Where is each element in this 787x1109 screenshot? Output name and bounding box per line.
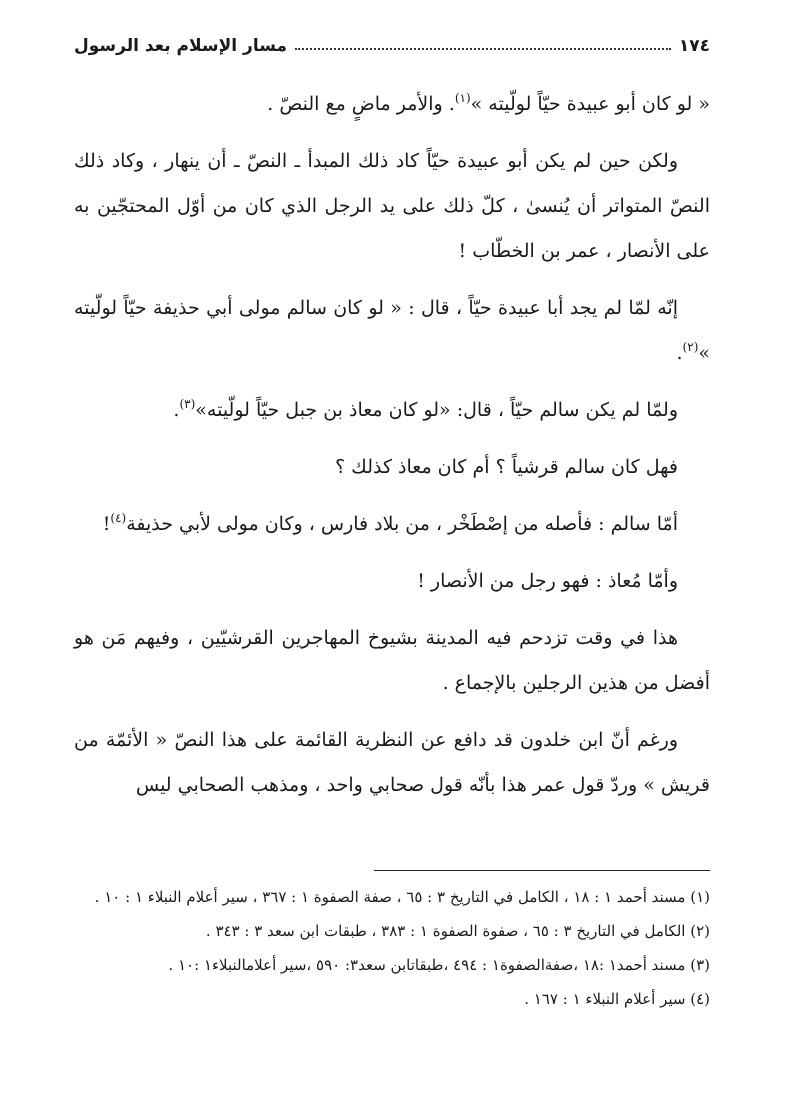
page-header	[74, 26, 710, 56]
paragraph-5: فهل كان سالم قرشياً ؟ أم كان معاذ كذلك ؟	[335, 456, 678, 478]
footnote-3: (٣) مسند أحمد١ :١٨ ،صفةالصفوة١ : ٤٩٤ ،طبقاتابن سعد٣: ٥٩٠ ،سير أعلامالنبلاء١ :١٠ .	[168, 956, 710, 974]
main-text	[74, 82, 710, 820]
paragraph-7: وأمّا مُعاذ : فهو رجل من الأنصار !	[417, 570, 678, 592]
paragraph-8: هذا في وقت تزدحم فيه المدينة بشيوخ المهاجرين القرشيّين ، وفيهم مَن هو أفضل من هذين الرجلين بالإجماع .	[74, 627, 710, 694]
footnotes	[74, 880, 710, 1016]
paragraph-6: أمّا سالم : فأصله من إصْطَخْر ، من بلاد فارس ، وكان مولى لأبي حذيفة$^{(٤)}$!	[102, 511, 678, 535]
footnote-2: (٢) الكامل في التاريخ ٣ : ٦٥ ، صفوة الصفوة ١ : ٣٨٣ ، طبقات ابن سعد ٣ : ٣٤٣ .	[205, 922, 710, 940]
paragraph-2: ولكن حين لم يكن أبو عبيدة حيّاً كاد ذلك المبدأ ـ النصّ ـ أن ينهار ، وكاد ذلك النصّ المتواتر أن يُنسىٰ ، كلّ ذلك على يد الرجل الذي كان من أوّل المحتجّين به على الأنصار ، عمر بن الخطّاب !	[74, 150, 710, 262]
paragraph-1: « لو كان أبو عبيدة حيّاً لولّيته »$^{(١)}$. والأمر ماضٍ مع النصّ .	[267, 91, 710, 115]
paragraph-4: ولمّا لم يكن سالم حيّاً ، قال: «لو كان معاذ بن جبل حيّاً لولّيته»$^{(٣)}$.	[173, 397, 678, 421]
footnote-separator	[374, 870, 710, 871]
paragraph-3: إنّه لمّا لم يجد أبا عبيدة حيّاً ، قال : « لو كان سالم مولى أبي حذيفة حيّاً لولّيته »$^{(٢)}$.	[74, 297, 710, 364]
paragraph-9: ورغم أنّ ابن خلدون قد دافع عن النظرية القائمة على هذا النصّ « الأئمّة من قريش » وردّ قول عمر هذا بأنّه قول صحابي واحد ، ومذهب الصحابي ليس	[74, 729, 710, 796]
footnote-ref-2: (٢)	[682, 340, 699, 354]
footnote-ref-1: (١)	[454, 91, 471, 105]
footnote-4: (٤) سير أعلام النبلاء ١ : ١٦٧ .	[524, 990, 710, 1008]
footnote-ref-3: (٣)	[179, 397, 196, 411]
footnote-ref-4: (٤)	[110, 511, 127, 525]
header-dotted-leader	[295, 48, 671, 50]
page-number: ١٧٤	[678, 36, 710, 56]
running-title: مسار الإسلام بعد الرسول	[74, 36, 288, 56]
footnote-1: (١) مسند أحمد ١ : ١٨ ، الكامل في التاريخ ٣ : ٦٥ ، صفة الصفوة ١ : ٣٦٧ ، سير أعلام النبلاء ١ : ١٠ .	[94, 888, 710, 906]
